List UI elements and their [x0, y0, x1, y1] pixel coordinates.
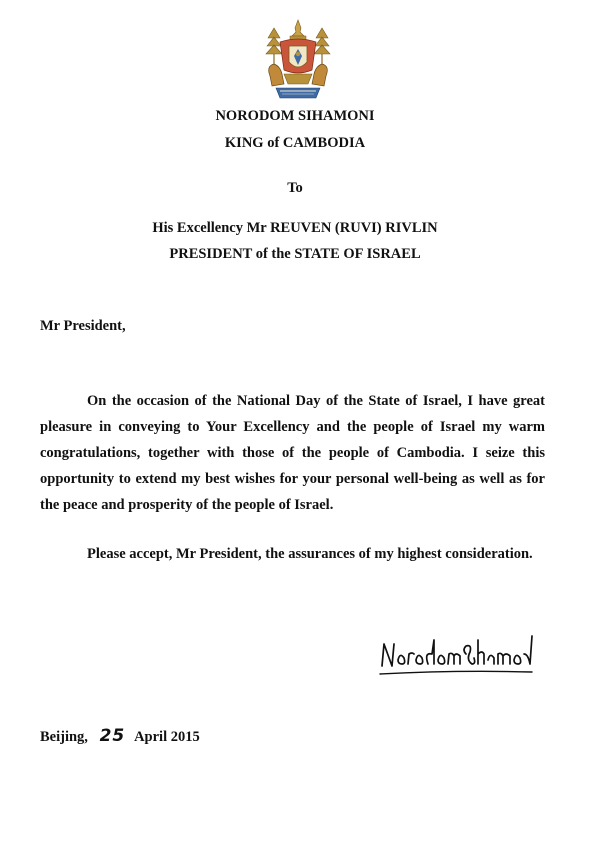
date-place: Beijing,	[40, 729, 88, 745]
body-paragraph-1: On the occasion of the National Day of the State of Israel, I have great pleasure in conveying to Your Excellency and the people of Israel my warm congratulations, together with those of the people of Cambodia. I seize this opportunity to extend my best wishes for your personal well-being as well as for the peace and prosperity of the people of Israel.	[40, 393, 545, 513]
recipient-title: PRESIDENT of the STATE OF ISRAEL	[169, 246, 421, 262]
to-label: To	[287, 180, 303, 196]
sender-name: NORODOM SIHAMONI	[215, 108, 375, 124]
recipient-name: His Excellency Mr REUVEN (RUVI) RIVLIN	[152, 220, 438, 236]
handwritten-signature	[376, 632, 536, 680]
body-paragraph-2: Please accept, Mr President, the assurances of my highest consideration.	[87, 546, 533, 562]
royal-arms-of-cambodia-icon	[262, 18, 334, 104]
date-day: 25	[99, 726, 126, 746]
sender-title: KING of CAMBODIA	[224, 135, 366, 151]
salutation: Mr President,	[40, 318, 126, 334]
date-month-year: April 2015	[134, 729, 200, 745]
date-line	[40, 726, 200, 746]
